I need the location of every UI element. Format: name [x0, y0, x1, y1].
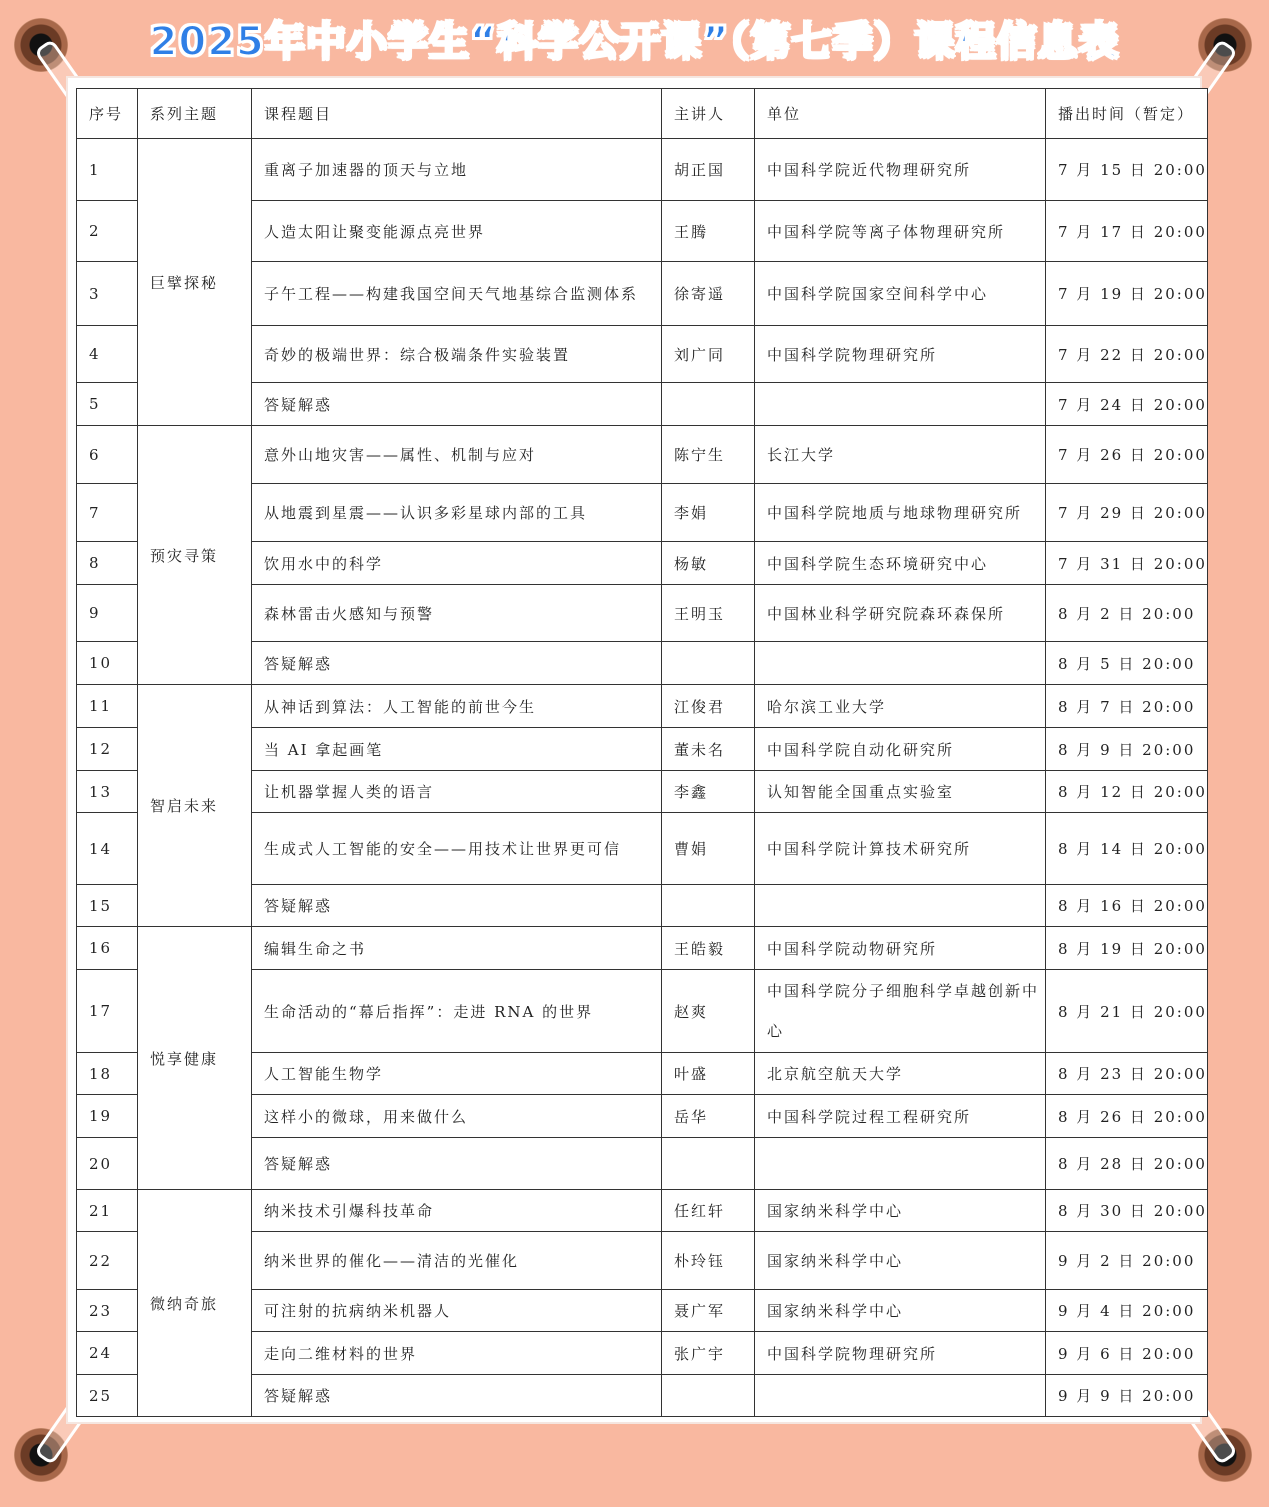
- row-speaker: 董未名: [662, 728, 755, 771]
- row-unit: 中国科学院动物研究所: [755, 927, 1046, 970]
- row-course: 人造太阳让聚变能源点亮世界: [252, 201, 662, 262]
- row-unit: [755, 1138, 1046, 1190]
- course-table: [76, 88, 1208, 1417]
- row-course: 纳米技术引爆科技革命: [252, 1190, 662, 1232]
- row-course: 森林雷击火感知与预警: [252, 585, 662, 642]
- row-no: 24: [77, 1332, 138, 1375]
- row-unit: 中国科学院等离子体物理研究所: [755, 201, 1046, 262]
- row-speaker: 李娟: [662, 484, 755, 542]
- row-unit: [755, 885, 1046, 927]
- theme-cell: 巨擘探秘: [138, 139, 252, 426]
- row-speaker: 李鑫: [662, 771, 755, 813]
- row-course: 重离子加速器的顶天与立地: [252, 139, 662, 201]
- row-speaker: 王腾: [662, 201, 755, 262]
- theme-cell: 悦享健康: [138, 927, 252, 1190]
- header-no: 序号: [77, 89, 138, 139]
- row-speaker: 朴玲钰: [662, 1232, 755, 1290]
- row-course: 编辑生命之书: [252, 927, 662, 970]
- header-theme: 系列主题: [138, 89, 252, 139]
- row-no: 10: [77, 642, 138, 685]
- row-time: 8 月 9 日 20:00: [1046, 728, 1208, 771]
- row-course: 从地震到星震——认识多彩星球内部的工具: [252, 484, 662, 542]
- row-speaker: 赵爽: [662, 970, 755, 1053]
- row-time: 9 月 4 日 20:00: [1046, 1290, 1208, 1332]
- row-speaker: 任红轩: [662, 1190, 755, 1232]
- row-speaker: [662, 383, 755, 426]
- row-speaker: [662, 885, 755, 927]
- row-speaker: 刘广同: [662, 326, 755, 383]
- row-speaker: 徐寄遥: [662, 262, 755, 326]
- row-course: 生成式人工智能的安全——用技术让世界更可信: [252, 813, 662, 885]
- row-no: 8: [77, 542, 138, 585]
- row-course: 纳米世界的催化——清洁的光催化: [252, 1232, 662, 1290]
- table-row: [77, 927, 1208, 970]
- row-no: 22: [77, 1232, 138, 1290]
- row-no: 18: [77, 1053, 138, 1095]
- row-time: 8 月 23 日 20:00: [1046, 1053, 1208, 1095]
- theme-cell: 智启未来: [138, 685, 252, 927]
- row-speaker: 岳华: [662, 1095, 755, 1138]
- row-unit: 中国科学院自动化研究所: [755, 728, 1046, 771]
- row-course: 可注射的抗病纳米机器人: [252, 1290, 662, 1332]
- row-time: 8 月 2 日 20:00: [1046, 585, 1208, 642]
- row-unit: 中国科学院分子细胞科学卓越创新中心: [755, 970, 1046, 1053]
- row-speaker: 胡正国: [662, 139, 755, 201]
- row-speaker: 聂广军: [662, 1290, 755, 1332]
- header-unit: 单位: [755, 89, 1046, 139]
- header-course: 课程题目: [252, 89, 662, 139]
- row-time: 8 月 28 日 20:00: [1046, 1138, 1208, 1190]
- row-no: 13: [77, 771, 138, 813]
- row-unit: 国家纳米科学中心: [755, 1232, 1046, 1290]
- row-course: 答疑解惑: [252, 885, 662, 927]
- row-course: 意外山地灾害——属性、机制与应对: [252, 426, 662, 484]
- row-no: 3: [77, 262, 138, 326]
- row-time: 9 月 6 日 20:00: [1046, 1332, 1208, 1375]
- row-time: 7 月 31 日 20:00: [1046, 542, 1208, 585]
- row-course: 生命活动的“幕后指挥”：走进 RNA 的世界: [252, 970, 662, 1053]
- row-unit: 中国科学院过程工程研究所: [755, 1095, 1046, 1138]
- row-time: 8 月 30 日 20:00: [1046, 1190, 1208, 1232]
- row-no: 4: [77, 326, 138, 383]
- row-unit: 国家纳米科学中心: [755, 1190, 1046, 1232]
- row-no: 25: [77, 1375, 138, 1417]
- row-course: 奇妙的极端世界：综合极端条件实验装置: [252, 326, 662, 383]
- row-no: 6: [77, 426, 138, 484]
- row-course: 饮用水中的科学: [252, 542, 662, 585]
- row-speaker: 王皓毅: [662, 927, 755, 970]
- row-speaker: [662, 1375, 755, 1417]
- row-speaker: [662, 1138, 755, 1190]
- table-row: [77, 139, 1208, 201]
- row-unit: [755, 642, 1046, 685]
- row-no: 11: [77, 685, 138, 728]
- row-course: 走向二维材料的世界: [252, 1332, 662, 1375]
- row-unit: 认知智能全国重点实验室: [755, 771, 1046, 813]
- row-unit: 中国林业科学研究院森环森保所: [755, 585, 1046, 642]
- row-time: 7 月 17 日 20:00: [1046, 201, 1208, 262]
- table-row: [77, 426, 1208, 484]
- row-speaker: 叶盛: [662, 1053, 755, 1095]
- row-speaker: 王明玉: [662, 585, 755, 642]
- row-course: 人工智能生物学: [252, 1053, 662, 1095]
- row-time: 7 月 15 日 20:00: [1046, 139, 1208, 201]
- row-unit: [755, 1375, 1046, 1417]
- row-time: 7 月 19 日 20:00: [1046, 262, 1208, 326]
- table-row: [77, 685, 1208, 728]
- row-no: 21: [77, 1190, 138, 1232]
- row-course: 答疑解惑: [252, 642, 662, 685]
- row-time: 8 月 21 日 20:00: [1046, 970, 1208, 1053]
- row-time: 9 月 2 日 20:00: [1046, 1232, 1208, 1290]
- row-no: 1: [77, 139, 138, 201]
- row-time: 8 月 12 日 20:00: [1046, 771, 1208, 813]
- row-course: 答疑解惑: [252, 1138, 662, 1190]
- row-time: 8 月 19 日 20:00: [1046, 927, 1208, 970]
- row-unit: 中国科学院物理研究所: [755, 326, 1046, 383]
- row-time: 8 月 7 日 20:00: [1046, 685, 1208, 728]
- row-time: 8 月 16 日 20:00: [1046, 885, 1208, 927]
- row-no: 12: [77, 728, 138, 771]
- row-time: 8 月 5 日 20:00: [1046, 642, 1208, 685]
- row-speaker: 陈宁生: [662, 426, 755, 484]
- row-time: 8 月 26 日 20:00: [1046, 1095, 1208, 1138]
- row-unit: 哈尔滨工业大学: [755, 685, 1046, 728]
- page-title: 2025年中小学生“科学公开课”（第七季）课程信息表: [149, 19, 1120, 65]
- theme-cell: 微纳奇旅: [138, 1190, 252, 1417]
- row-no: 7: [77, 484, 138, 542]
- row-no: 19: [77, 1095, 138, 1138]
- row-speaker: 曹娟: [662, 813, 755, 885]
- row-time: 7 月 29 日 20:00: [1046, 484, 1208, 542]
- row-no: 16: [77, 927, 138, 970]
- table-row: [77, 1190, 1208, 1232]
- row-unit: 长江大学: [755, 426, 1046, 484]
- row-unit: 中国科学院近代物理研究所: [755, 139, 1046, 201]
- row-time: 7 月 24 日 20:00: [1046, 383, 1208, 426]
- row-course: 当 AI 拿起画笔: [252, 728, 662, 771]
- row-unit: 北京航空航天大学: [755, 1053, 1046, 1095]
- row-course: 答疑解惑: [252, 383, 662, 426]
- row-unit: 中国科学院生态环境研究中心: [755, 542, 1046, 585]
- row-no: 9: [77, 585, 138, 642]
- header-row: [77, 89, 1208, 139]
- row-unit: 中国科学院地质与地球物理研究所: [755, 484, 1046, 542]
- header-time: 播出时间（暂定）: [1046, 89, 1208, 139]
- row-no: 5: [77, 383, 138, 426]
- row-unit: 中国科学院物理研究所: [755, 1332, 1046, 1375]
- theme-cell: 预灾寻策: [138, 426, 252, 685]
- row-unit: 国家纳米科学中心: [755, 1290, 1046, 1332]
- row-time: 9 月 9 日 20:00: [1046, 1375, 1208, 1417]
- row-speaker: 江俊君: [662, 685, 755, 728]
- row-time: 8 月 14 日 20:00: [1046, 813, 1208, 885]
- row-time: 7 月 22 日 20:00: [1046, 326, 1208, 383]
- row-course: 答疑解惑: [252, 1375, 662, 1417]
- row-time: 7 月 26 日 20:00: [1046, 426, 1208, 484]
- row-unit: 中国科学院国家空间科学中心: [755, 262, 1046, 326]
- row-course: 子午工程——构建我国空间天气地基综合监测体系: [252, 262, 662, 326]
- header-speaker: 主讲人: [662, 89, 755, 139]
- row-no: 17: [77, 970, 138, 1053]
- row-speaker: [662, 642, 755, 685]
- row-no: 23: [77, 1290, 138, 1332]
- row-speaker: 张广宇: [662, 1332, 755, 1375]
- row-course: 从神话到算法：人工智能的前世今生: [252, 685, 662, 728]
- row-no: 2: [77, 201, 138, 262]
- row-no: 20: [77, 1138, 138, 1190]
- row-no: 14: [77, 813, 138, 885]
- row-course: 让机器掌握人类的语言: [252, 771, 662, 813]
- row-unit: 中国科学院计算技术研究所: [755, 813, 1046, 885]
- row-unit: [755, 383, 1046, 426]
- row-speaker: 杨敏: [662, 542, 755, 585]
- row-course: 这样小的微球，用来做什么: [252, 1095, 662, 1138]
- row-no: 15: [77, 885, 138, 927]
